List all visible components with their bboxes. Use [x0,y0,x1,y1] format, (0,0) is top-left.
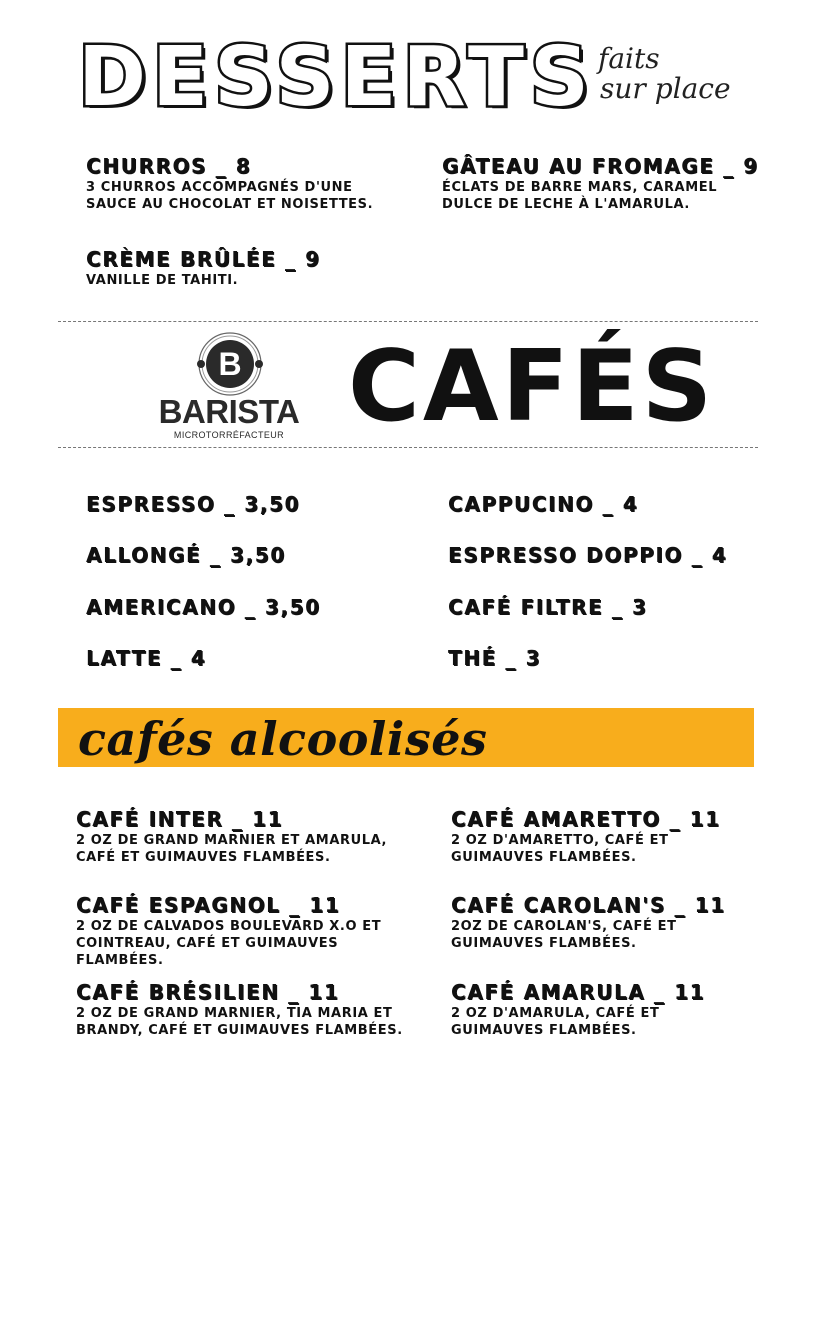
alcohol-item-espagnol [76,894,406,969]
dessert-name: CHURROS _ 8 [86,154,252,178]
logo-name: BARISTA [158,393,300,430]
coffee-item-espresso: ESPRESSO _ 3,50 [86,492,300,516]
alcohol-item-description: 2 OZ DE CALVADOS BOULEVARD X.O ET COINTREAU, CAFÉ ET GUIMAUVES FLAMBÉES. [76,919,382,968]
dessert-name: CRÈME BRÛLÉE _ 9 [86,247,321,271]
coffee-item-latte: LATTE _ 4 [86,646,207,670]
dessert-item-gateau [442,154,759,213]
coffee-item-cappucino: CAPPUCINO _ 4 [448,492,639,516]
alcohol-item-description: 2OZ DE CAROLAN'S, CAFÉ ET GUIMAUVES FLAMBÉES. [451,919,677,951]
logo-tagline: MICROTORRÉFACTEUR [173,430,285,440]
alcohol-item-name: CAFÉ ESPAGNOL _ 11 [76,893,341,917]
dessert-name: GÂTEAU AU FROMAGE _ 9 [442,154,759,178]
dessert-description: VANILLE DE TAHITI. [86,273,239,288]
coffee-item-americano: AMERICANO _ 3,50 [86,595,321,619]
alcohol-item-amaretto [451,808,751,866]
alcohol-item-carolans [451,894,751,952]
dessert-description: 3 CHURROS ACCOMPAGNÉS D'UNE SAUCE AU CHOCOLAT ET NOISETTES. [86,180,374,212]
alcohol-item-inter [76,808,406,866]
alcohol-item-description: 2 OZ DE GRAND MARNIER, TIA MARIA ET BRANDY, CAFÉ ET GUIMAUVES FLAMBÉES. [76,1006,403,1038]
desserts-title: DESSERTS [78,30,595,125]
alcohol-item-description: 2 OZ D'AMARULA, CAFÉ ET GUIMAUVES FLAMBÉES. [451,1006,660,1038]
alcoolises-title: cafés alcoolisés [78,712,488,766]
dessert-item-creme-brulee [86,248,396,289]
alcohol-item-description: 2 OZ D'AMARETTO, CAFÉ ET GUIMAUVES FLAMBÉES. [451,833,669,865]
alcohol-item-name: CAFÉ CAROLAN'S _ 11 [451,893,726,917]
dashed-divider-bottom [58,447,758,448]
dessert-item-churros [86,155,396,213]
cafes-title: CAFÉS [348,330,716,444]
coffee-item-the: THÉ _ 3 [448,646,542,670]
dashed-divider-top [58,321,758,322]
alcohol-item-name: CAFÉ AMARETTO _ 11 [451,807,721,831]
alcohol-item-amarula [451,981,751,1039]
alcohol-item-name: CAFÉ AMARULA _ 11 [451,980,706,1004]
alcohol-item-bresilien [76,981,406,1039]
coffee-item-cafe-filtre: CAFÉ FILTRE _ 3 [448,595,648,619]
alcohol-item-name: CAFÉ INTER _ 11 [76,807,284,831]
alcohol-item-description: 2 OZ DE GRAND MARNIER ET AMARULA, CAFÉ ET GUIMAUVES FLAMBÉES. [76,833,388,865]
desserts-subtitle-line1: faits [598,42,660,75]
logo-letter: B [218,346,242,382]
alcohol-item-name: CAFÉ BRÉSILIEN _ 11 [76,980,340,1004]
coffee-item-espresso-doppio: ESPRESSO DOPPIO _ 4 [448,543,728,567]
desserts-subtitle-line2: sur place [600,72,731,105]
dessert-description: ÉCLATS DE BARRE MARS, CARAMEL DULCE DE LECHE À L'AMARULA. [442,180,718,212]
coffee-item-allonge: ALLONGÉ _ 3,50 [86,543,286,567]
